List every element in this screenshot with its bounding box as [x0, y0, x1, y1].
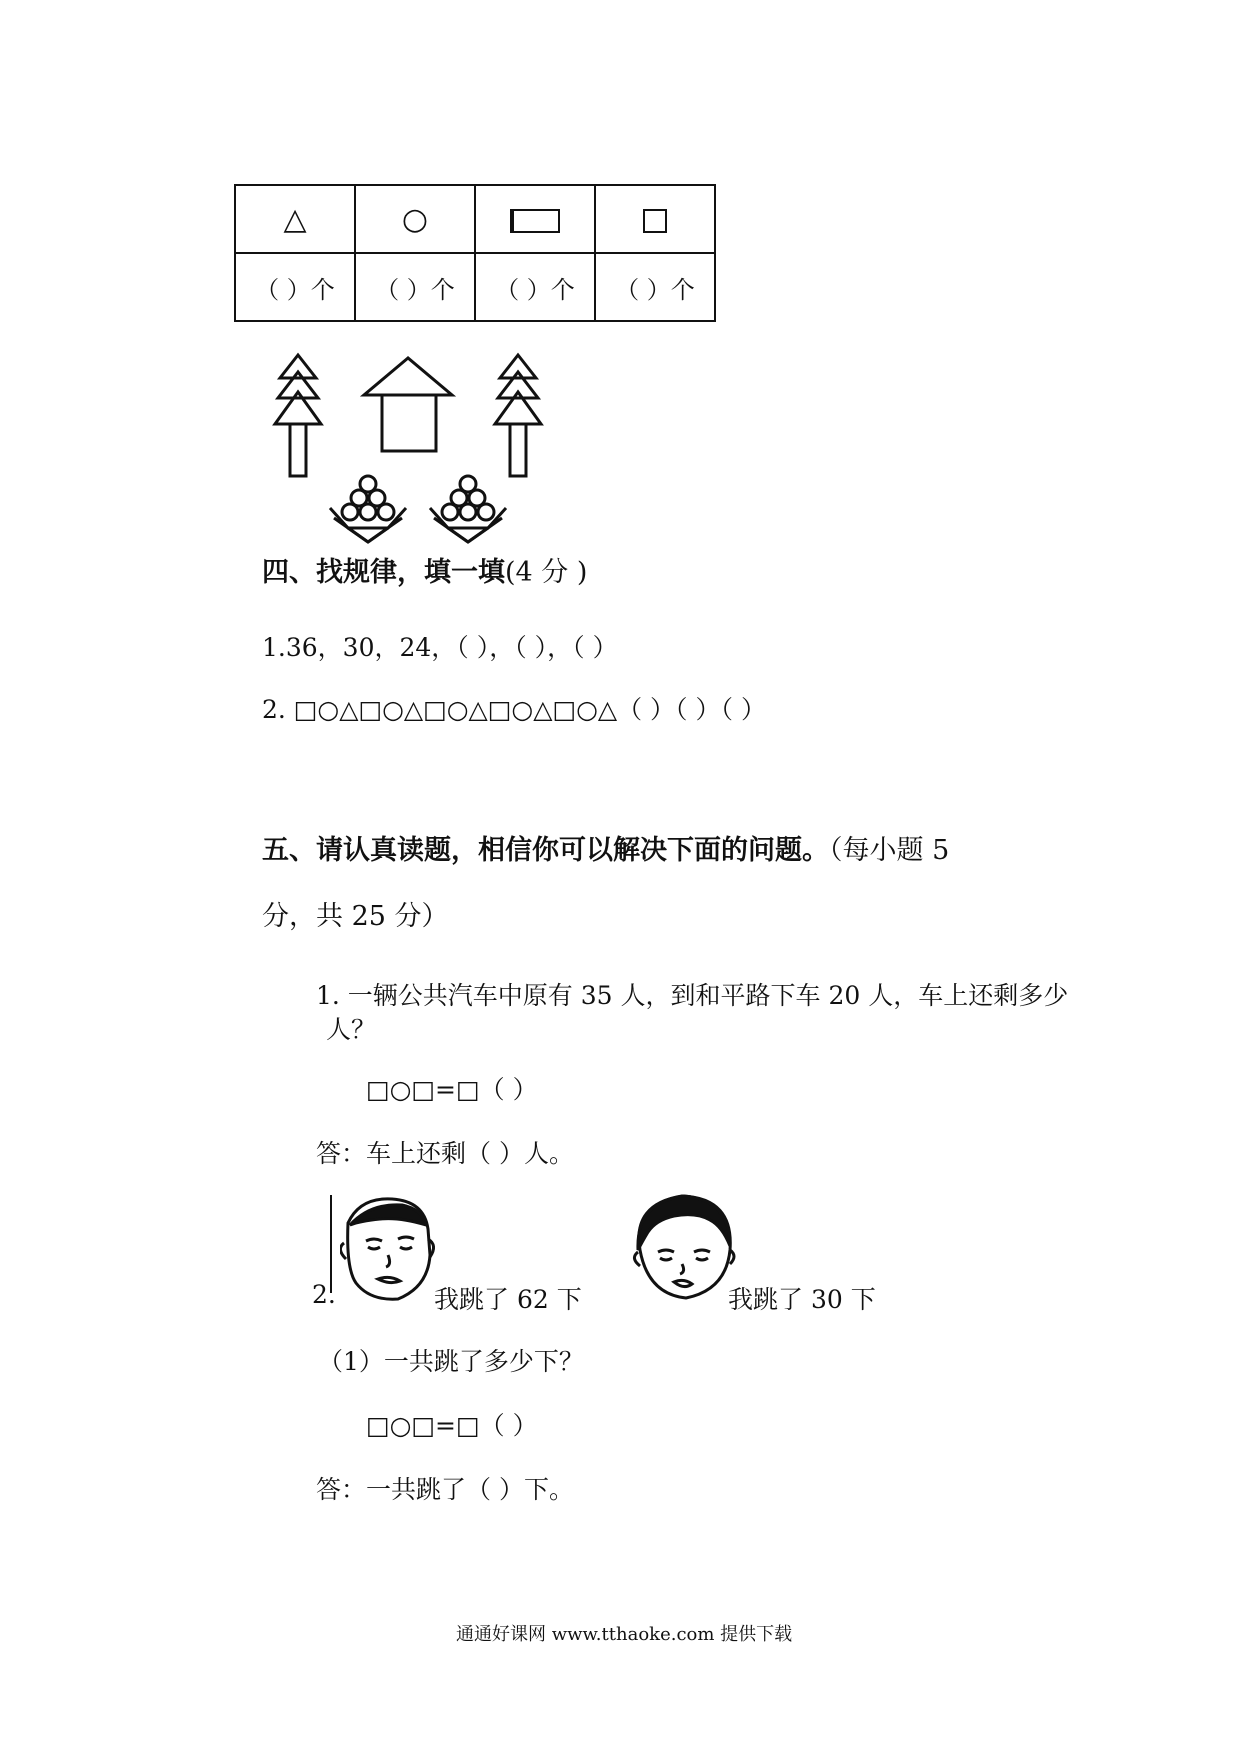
section5-title: 五、请认真读题，相信你可以解决下面的问题。: [262, 835, 829, 866]
margin-line: [330, 1195, 332, 1293]
section4-question-1: 1.36，30，24，（ ），（ ），（ ）: [262, 633, 618, 662]
circle-count-cell[interactable]: （ ）个: [355, 253, 475, 321]
girl-face-icon: [630, 1190, 740, 1305]
rectangle-header: [475, 185, 595, 253]
section4-question-2: 2. □○△□○△□○△□○△□○△（ ）（ ）（ ）: [262, 695, 766, 724]
right-fruit-basket-icon: [430, 476, 506, 542]
boy-speech: 我跳了 62 下: [434, 1285, 582, 1314]
question-1-answer[interactable]: 答：车上还剩（ ）人。: [316, 1139, 574, 1168]
question-2-sub-1: （1）一共跳了多少下？: [318, 1347, 584, 1376]
section5-score-continued: 分，共 25 分）: [262, 901, 449, 932]
left-tree-icon: [275, 355, 321, 476]
question-2-answer[interactable]: 答：一共跳了（ ）下。: [316, 1475, 574, 1504]
rectangle-icon: [510, 209, 560, 233]
triangle-count-cell[interactable]: （ ）个: [235, 253, 355, 321]
section5-question-1-cont: 人？: [326, 1015, 377, 1044]
section4-score: (4 分 ): [505, 557, 588, 588]
rectangle-count-cell[interactable]: （ ）个: [475, 253, 595, 321]
circle-header: ○: [355, 185, 475, 253]
square-icon: [643, 209, 667, 233]
square-header: [595, 185, 715, 253]
shape-count-table: [234, 184, 716, 322]
right-tree-icon: [495, 355, 541, 476]
section4-title: 四、找规律，填一填: [262, 557, 505, 588]
section5-question-1: 1. 一辆公共汽车中原有 35 人，到和平路下车 20 人，车上还剩多少: [316, 981, 1069, 1010]
question-1-formula[interactable]: □○□=□（ ）: [366, 1075, 538, 1104]
section5-heading: [262, 828, 949, 867]
boy-face-icon: [340, 1195, 440, 1305]
girl-speech: 我跳了 30 下: [728, 1285, 876, 1314]
square-count-cell[interactable]: （ ）个: [595, 253, 715, 321]
question-2-formula[interactable]: □○□=□（ ）: [366, 1411, 538, 1440]
house-icon: [364, 358, 452, 451]
section5-score: （每小题 5: [829, 835, 950, 866]
section4-heading: [262, 550, 587, 589]
question-2-number: 2.: [312, 1280, 336, 1309]
left-fruit-basket-icon: [330, 476, 406, 542]
page-footer: 通通好课网 www.tthaoke.com 提供下载: [456, 1624, 793, 1645]
shape-picture: [250, 350, 580, 560]
triangle-header: △: [235, 185, 355, 253]
